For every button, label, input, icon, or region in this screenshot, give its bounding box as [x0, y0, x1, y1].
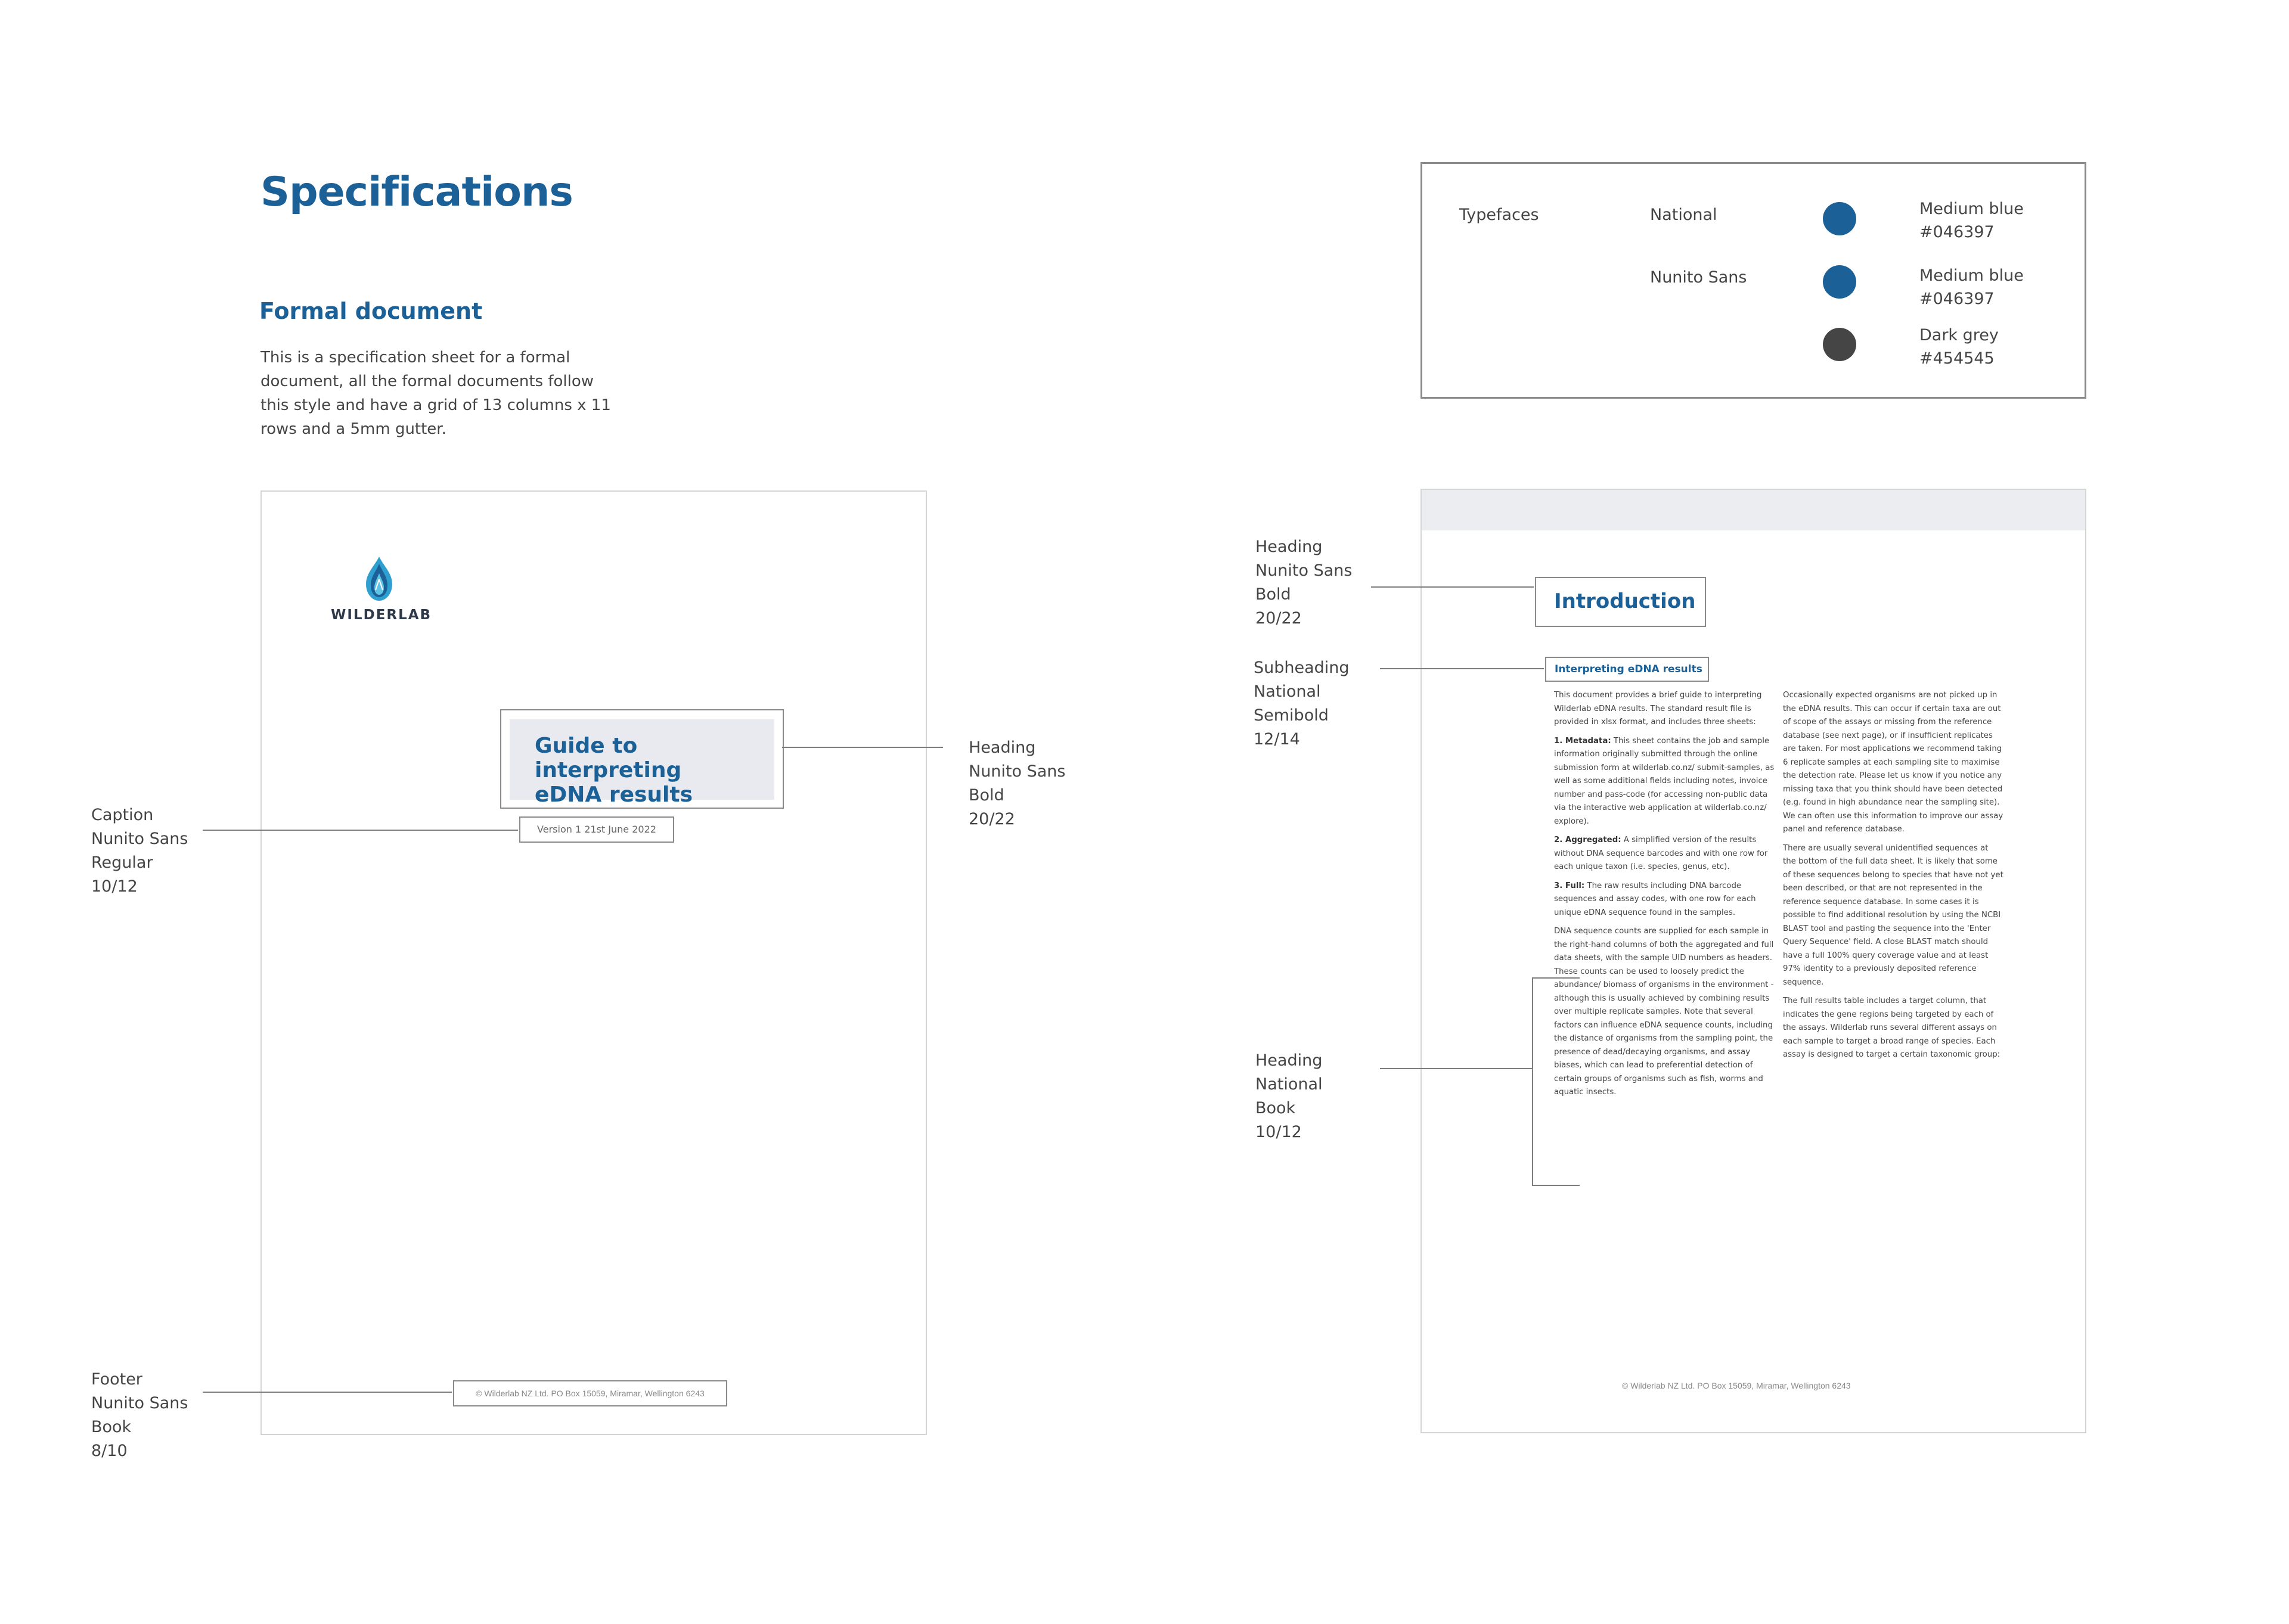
annotation-subheading: Subheading National Semibold 12/14: [1254, 659, 1350, 749]
annotation-caption: Caption Nunito Sans Regular 10/12: [91, 806, 188, 896]
cover-title: Guide to interpreting eDNA results: [535, 734, 693, 807]
cover-title-panel: [510, 719, 774, 807]
annotation-cover-heading: Heading Nunito Sans Bold 20/22: [969, 738, 1066, 828]
body-column-2: Occasionally expected organisms are not picked up in the eDNA results. This can occur if certain taxa are out of scope of the assays or missing from the reference database (see next page), or if insufficient replicates are taken. For most applications we recommend taking 6 replicate samples at each sampling site to maximise the detection rate. Please let us know if you notice any missing taxa that you think should have been detected (e.g. found in high abundance near the sampling site). We can often use this information to improve our assay panel and reference database. There are usually several unidentified sequences at the bottom of the full data sheet. It is likely that some of these sequences belong to species that have not yet been described, or that are not represented in the reference sequence database. In some cases it is possible to find additional resolution by using the NCBI BLAST tool and pasting the sequence into the 'Enter Query Sequence' field. A close BLAST match should have a full 100% query coverage value and at least 97% identity to a previously deposited reference sequence. The full results table includes a target column, that indicates the gene regions being targeted by each of the assays. Wilderlab runs several different assays on each sample to target a broad range of species. Each assay is designed to target a certain taxonomic group:: [1783, 691, 2003, 1059]
annotation-intro-heading: Heading Nunito Sans Bold 20/22: [1255, 538, 1353, 628]
body-bracket-line: [1532, 977, 1533, 1186]
color-label-1: Medium blue #046397: [1919, 200, 2024, 241]
cover-title-frame: [500, 709, 784, 809]
version-label: Version 1 21st June 2022: [519, 816, 674, 843]
color-label-3: Dark grey #454545: [1919, 326, 1999, 368]
cover-page-mockup: [260, 490, 927, 1435]
annotation-body: Heading National Book 10/12: [1255, 1051, 1323, 1141]
annotation-cover-heading-line: [782, 747, 943, 748]
description-text: This is a specification sheet for a formal document, all the formal documents follow this style and have a grid of 13 columns x 11 rows and a 5mm gutter.: [260, 349, 611, 438]
page-title: Specifications: [260, 169, 573, 216]
section-title: Formal document: [259, 298, 483, 324]
introduction-heading: Introduction: [1535, 577, 1706, 627]
logo-wordmark: WILDERLAB: [331, 607, 432, 623]
color-swatch-medium-blue-2: [1823, 265, 1856, 299]
header-band: [1422, 490, 2085, 530]
annotation-intro-heading-line: [1371, 586, 1534, 588]
body-bracket-top: [1532, 977, 1580, 979]
color-label-2: Medium blue #046397: [1919, 266, 2024, 308]
body-bracket-bottom: [1532, 1185, 1580, 1186]
font-national: National: [1650, 206, 1717, 224]
annotation-footer: Footer Nunito Sans Book 8/10: [91, 1370, 188, 1460]
content-page-mockup: [1420, 489, 2086, 1433]
annotation-footer-line: [203, 1392, 452, 1393]
color-swatch-medium-blue-1: [1823, 202, 1856, 235]
body-column-1: This document provides a brief guide to interpreting Wilderlab eDNA results. The standard result file is provided in xlsx format, and includes three sheets: 1. Metadata: This sheet contains the job and sample information originally submitted through the online submission form at wilderlab.co.nz/ submit-samples, as well as some additional fields including notes, invoice number and pass-code (for accessing non-public data via the interactive web application at wilderlab.co.nz/ explore). 2. Aggregated: A simplified version of the results without DNA sequence barcodes and with one row for each unique taxon (i.e. species, genus, etc). 3. Full: The raw results including DNA barcode sequences and assay codes, with one row for each unique eDNA sequence found in the samples. DNA sequence counts are supplied for each sample in the right-hand columns of both the aggregated and full data sheets, with the sample UID numbers as headers. These counts can be used to loosely predict the abundance/ biomass of organisms in the environment - although this is usually achieved by combining results over multiple replicate samples. Note that several factors can influence eDNA sequence counts, including the distance of organisms from the sampling point, the presence of dead/decaying organisms, and assay biases, which can lead to preferential detection of certain groups of organisms such as fish, worms and aquatic insects.: [1554, 691, 1775, 1097]
annotation-subheading-line: [1380, 668, 1544, 669]
font-nunito-sans: Nunito Sans: [1650, 268, 1747, 287]
wilderlab-logo-icon: [361, 555, 397, 603]
cover-footer: © Wilderlab NZ Ltd. PO Box 15059, Miramar, Wellington 6243: [453, 1380, 727, 1406]
annotation-body-line: [1380, 1068, 1533, 1069]
content-footer: © Wilderlab NZ Ltd. PO Box 15059, Miramar, Wellington 6243: [1622, 1381, 1851, 1390]
subheading-label: Interpreting eDNA results: [1545, 657, 1709, 682]
typeface-color-spec-box: [1420, 162, 2086, 399]
color-swatch-dark-grey: [1823, 328, 1856, 361]
typefaces-label: Typefaces: [1459, 206, 1539, 224]
annotation-caption-line: [203, 830, 518, 831]
